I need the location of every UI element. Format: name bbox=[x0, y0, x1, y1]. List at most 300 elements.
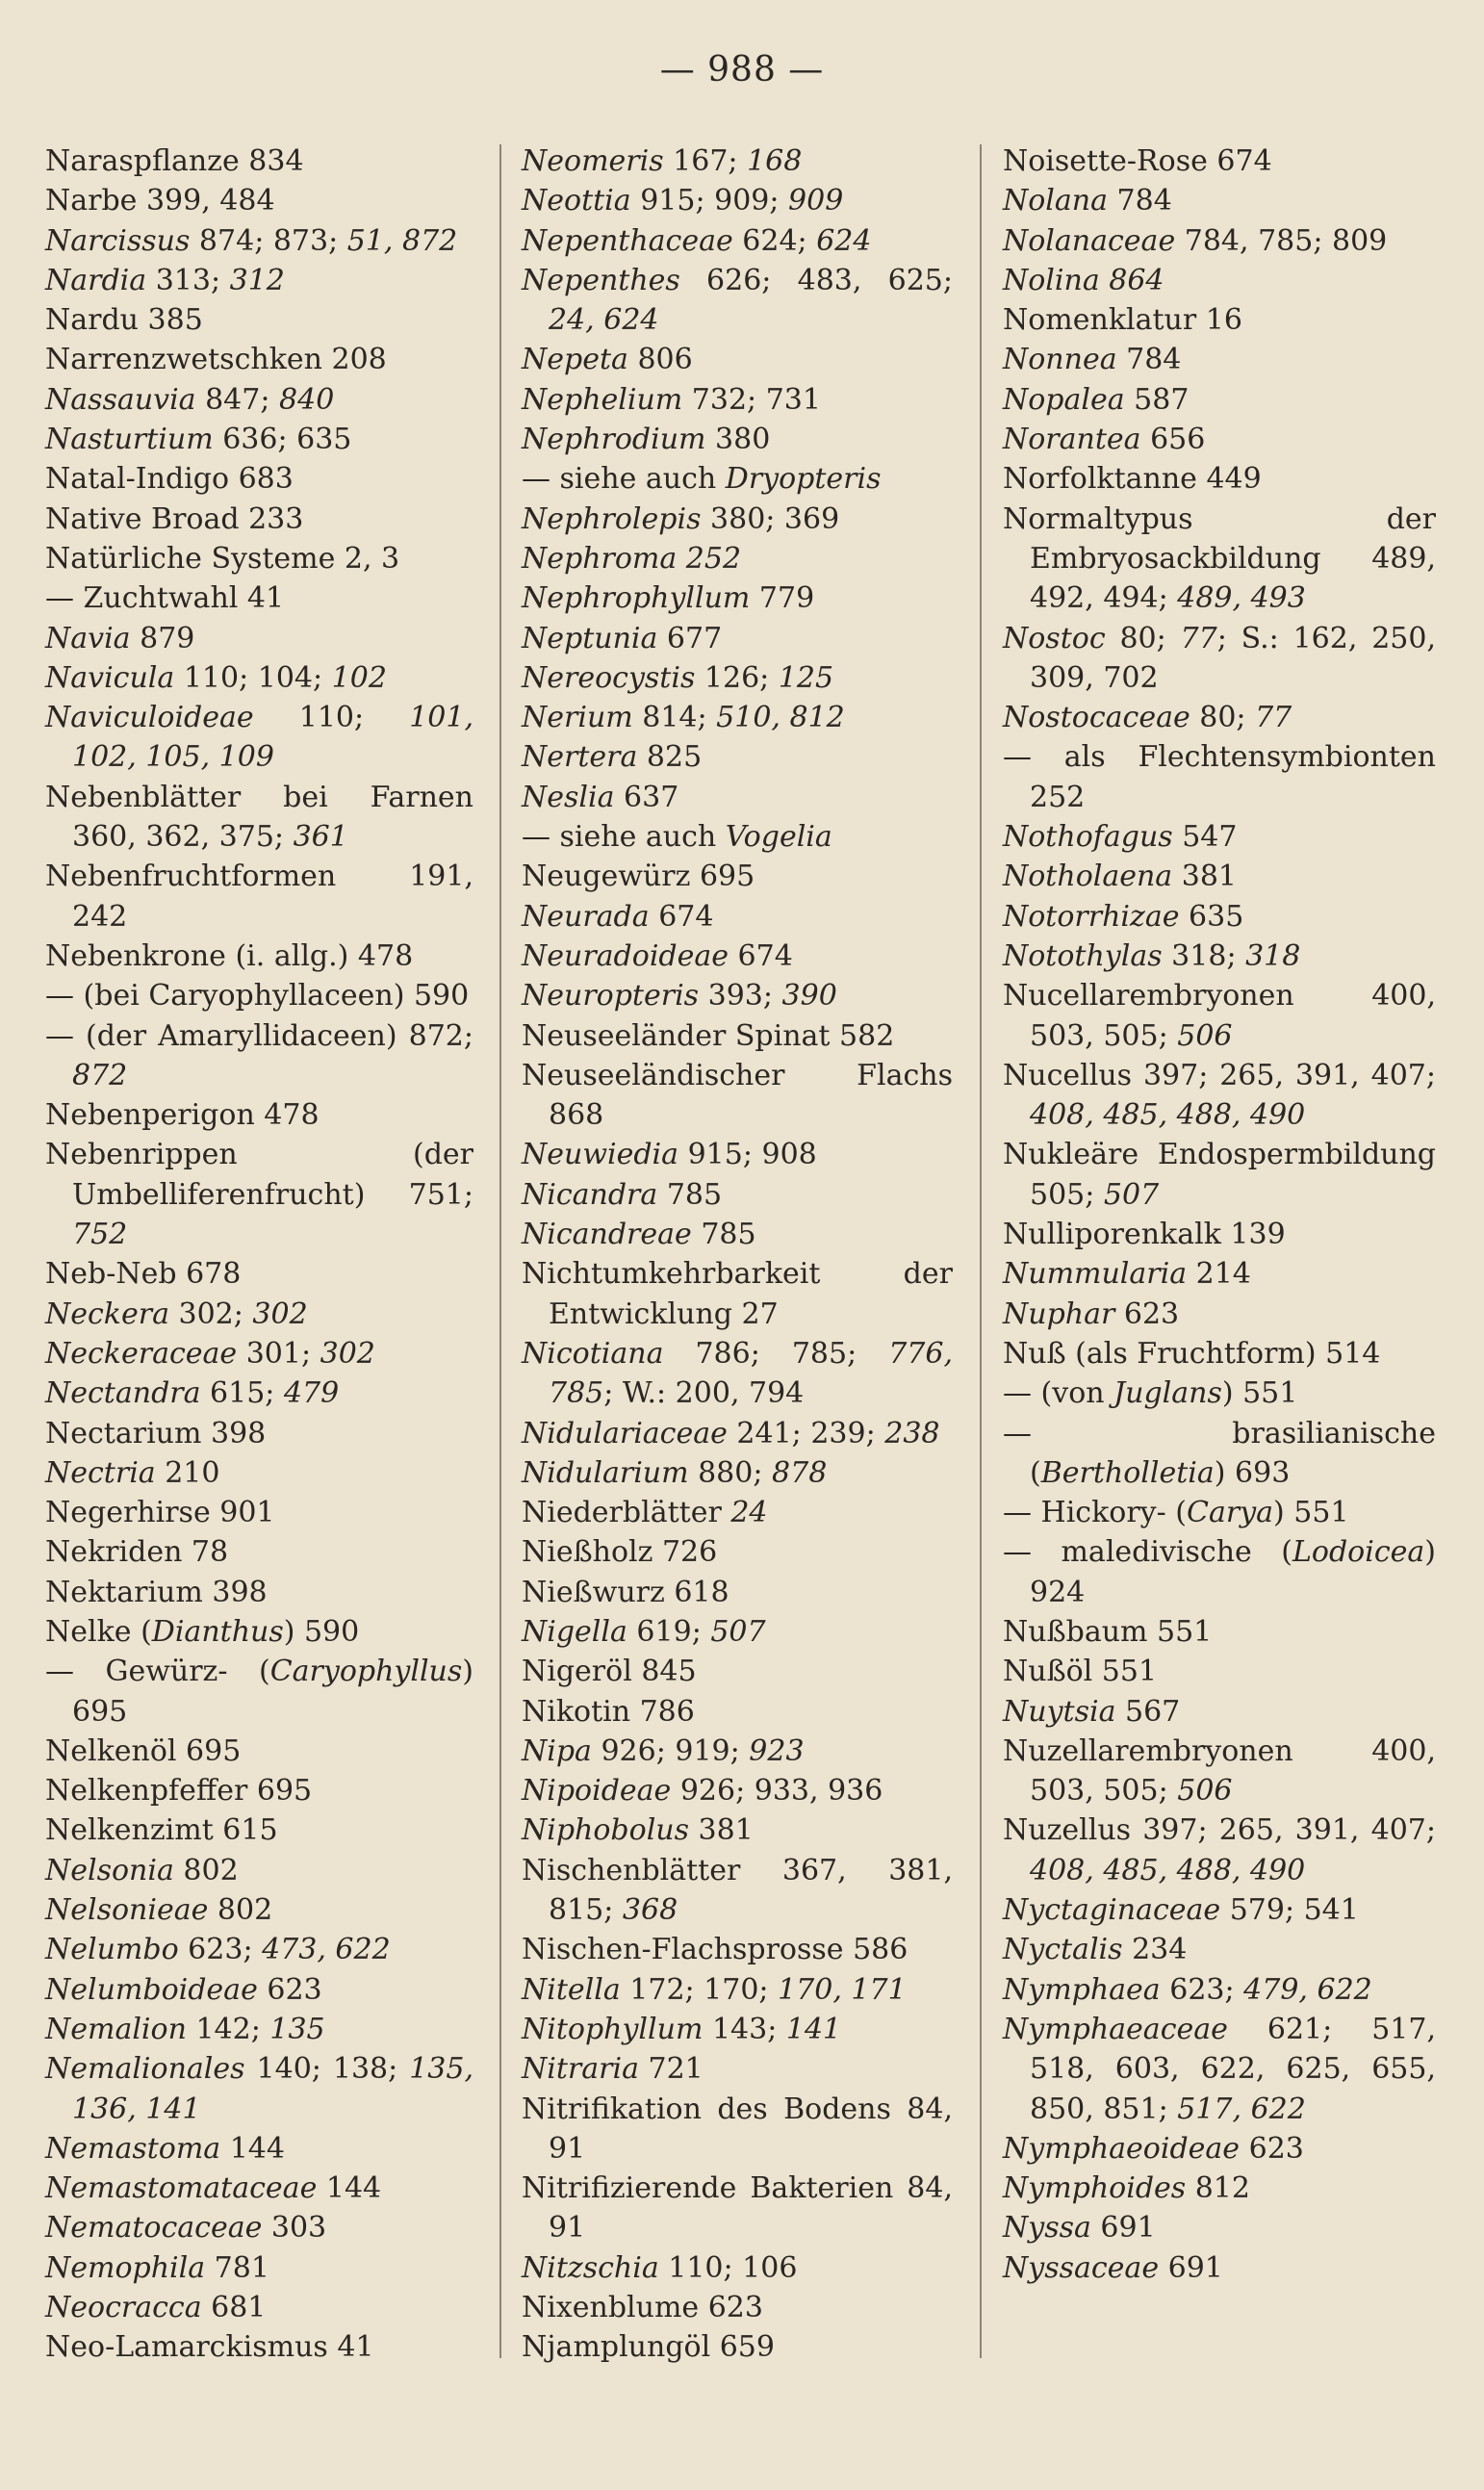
index-entry bbox=[45, 380, 473, 420]
index-entry bbox=[522, 1175, 953, 1215]
index-entry bbox=[522, 1414, 953, 1453]
entry-text: Nichtumkehrbarkeit der Entwicklung 27 bbox=[522, 1257, 953, 1331]
index-entry bbox=[45, 181, 473, 220]
index-entry bbox=[522, 2327, 953, 2367]
entry-italic-text: Nephrodium bbox=[522, 423, 706, 457]
entry-text: 691 bbox=[1090, 2211, 1156, 2246]
entry-italic-text: Nemastoma bbox=[45, 2131, 221, 2166]
entry-italic-text: Nymphoides bbox=[1003, 2171, 1187, 2206]
entry-italic-text: Nardia bbox=[45, 263, 147, 297]
index-entry bbox=[1003, 181, 1436, 220]
index-entry bbox=[1003, 1732, 1436, 1811]
index-entry bbox=[522, 1970, 953, 2010]
entry-text: 623 bbox=[1114, 1296, 1180, 1331]
entry-text: 784 bbox=[1116, 343, 1182, 377]
entry-text: — Hickory- ( bbox=[1003, 1496, 1188, 1530]
index-entry bbox=[45, 578, 473, 618]
entry-italic-text: Nematocaceae bbox=[45, 2211, 263, 2246]
index-entry bbox=[45, 2288, 473, 2327]
entry-italic-text: Nymphaeaceae bbox=[1003, 2012, 1228, 2046]
entry-text: 381 bbox=[689, 1813, 754, 1848]
index-entry bbox=[45, 1930, 473, 1969]
index-entry bbox=[45, 1732, 473, 1771]
index-entry bbox=[1003, 141, 1436, 181]
index-entry bbox=[45, 658, 473, 698]
entry-text: — maledivische ( bbox=[1003, 1535, 1292, 1570]
entry-italic-text: Nolina 864 bbox=[1003, 263, 1164, 297]
entry-text: 302; bbox=[168, 1296, 253, 1331]
entry-italic-text: Nothofagus bbox=[1003, 820, 1173, 855]
entry-italic-text: 752 bbox=[72, 1218, 128, 1252]
index-entry bbox=[45, 1095, 473, 1135]
entry-text: 814; bbox=[632, 701, 717, 735]
entry-text: 806 bbox=[627, 343, 693, 377]
entry-italic-text: 170, 171 bbox=[778, 1972, 907, 2007]
entry-text: 626; 483, 625; bbox=[679, 263, 953, 297]
entry-italic-text: 776, 785 bbox=[549, 1336, 953, 1411]
index-entry bbox=[522, 1692, 953, 1732]
entry-text: 172; 170; bbox=[620, 1972, 779, 2007]
index-entry bbox=[522, 1771, 953, 1810]
index-entry bbox=[522, 181, 953, 220]
entry-text: — (von bbox=[1003, 1376, 1114, 1411]
entry-italic-text: Navia bbox=[45, 621, 131, 655]
index-entry bbox=[522, 2010, 953, 2049]
entry-text: Noisette-Rose 674 bbox=[1003, 144, 1272, 178]
entry-italic-text: Nelsonieae bbox=[45, 1893, 209, 1928]
entry-text: — Zuchtwahl 41 bbox=[45, 581, 285, 616]
entry-text: ) 590 bbox=[283, 1614, 360, 1649]
entry-italic-text: 507 bbox=[710, 1614, 766, 1649]
entry-italic-text: Nepeta bbox=[522, 343, 628, 377]
entry-italic-text: Neckera bbox=[45, 1296, 169, 1331]
entry-text: ) 924 bbox=[1030, 1535, 1436, 1609]
entry-italic-text: 24, 624 bbox=[549, 303, 659, 338]
entry-italic-text: 238 bbox=[884, 1416, 940, 1450]
entry-text: ) 551 bbox=[1273, 1496, 1349, 1530]
entry-italic-text: Nipoideae bbox=[522, 1774, 672, 1809]
entry-text: 802 bbox=[208, 1893, 273, 1928]
entry-italic-text: 101, 102, 105, 109 bbox=[72, 701, 473, 775]
entry-text: 110; bbox=[253, 701, 410, 735]
index-entry bbox=[522, 698, 953, 737]
entry-italic-text: Nereocystis bbox=[522, 660, 696, 695]
index-entry bbox=[1003, 1414, 1436, 1494]
entry-text: 624; bbox=[732, 223, 817, 258]
index-entry bbox=[1003, 2248, 1436, 2288]
index-entry bbox=[1003, 1970, 1436, 2010]
entry-text: 691 bbox=[1159, 2250, 1223, 2285]
index-entry bbox=[522, 2049, 953, 2089]
entry-italic-text: Nostoc bbox=[1003, 621, 1106, 655]
index-entry bbox=[45, 2049, 473, 2129]
entry-text: 825 bbox=[637, 740, 703, 775]
index-entry bbox=[45, 2169, 473, 2208]
entry-text: ) 693 bbox=[1214, 1455, 1291, 1490]
index-entry bbox=[1003, 897, 1436, 937]
entry-text: 926; 933, 936 bbox=[671, 1774, 883, 1809]
entry-italic-text: Neslia bbox=[522, 780, 615, 814]
entry-text: 785 bbox=[657, 1177, 723, 1212]
entry-text: Negerhirse 901 bbox=[45, 1496, 275, 1530]
entry-text: Nuß (als Fruchtform) 514 bbox=[1003, 1336, 1381, 1371]
entry-text: 80; bbox=[1190, 701, 1256, 735]
index-entry bbox=[45, 937, 473, 976]
entry-text: Natal-Indigo 683 bbox=[45, 462, 294, 497]
entry-text: 144 bbox=[317, 2171, 382, 2206]
entry-text: 144 bbox=[220, 2131, 285, 2166]
entry-italic-text: 507 bbox=[1103, 1177, 1160, 1212]
index-entry bbox=[522, 1016, 953, 1056]
index-entry bbox=[522, 857, 953, 896]
index-entry bbox=[1003, 340, 1436, 379]
entry-text: Neuseeländischer Flachs 868 bbox=[522, 1058, 953, 1133]
entry-italic-text: Dianthus bbox=[151, 1614, 284, 1649]
entry-italic-text: Nemalion bbox=[45, 2012, 187, 2046]
index-entry bbox=[522, 778, 953, 817]
entry-italic-text: 368 bbox=[622, 1893, 678, 1928]
index-entry bbox=[522, 1254, 953, 1334]
index-entry bbox=[45, 1334, 473, 1373]
entry-text: 874; 873; bbox=[190, 223, 347, 258]
index-entry bbox=[45, 141, 473, 181]
index-entry bbox=[1003, 937, 1436, 976]
entry-text: Naraspflanze 834 bbox=[45, 144, 304, 178]
entry-text: 214 bbox=[1187, 1257, 1251, 1292]
entry-text: Nektarium 398 bbox=[45, 1575, 268, 1609]
index-entry bbox=[45, 778, 473, 858]
entry-italic-text: Nolanaceae bbox=[1003, 223, 1176, 258]
entry-text: 615; bbox=[200, 1376, 284, 1411]
index-entry bbox=[45, 698, 473, 778]
index-entry bbox=[1003, 261, 1436, 300]
entry-text: Nelkenpfeffer 695 bbox=[45, 1774, 313, 1809]
index-entry bbox=[1003, 500, 1436, 619]
index-entry bbox=[522, 619, 953, 658]
entry-italic-text: Nephrolepis bbox=[522, 501, 702, 536]
entry-italic-text: Nummularia bbox=[1003, 1257, 1188, 1292]
index-entry bbox=[45, 1135, 473, 1254]
index-column-1 bbox=[45, 141, 473, 2368]
entry-text: 879 bbox=[130, 621, 195, 655]
index-entry bbox=[522, 221, 953, 261]
entry-italic-text: Nassauvia bbox=[45, 382, 196, 417]
entry-text: Nebenperigon 478 bbox=[45, 1098, 320, 1133]
entry-italic-text: Nyctalis bbox=[1003, 1933, 1123, 1967]
entry-text: Nigeröl 845 bbox=[522, 1655, 697, 1689]
index-entry bbox=[522, 937, 953, 976]
index-entry bbox=[45, 1771, 473, 1810]
entry-italic-text: Nicandra bbox=[522, 1177, 658, 1212]
entry-italic-text: Nitophyllum bbox=[522, 2012, 704, 2046]
index-entry bbox=[522, 1056, 953, 1136]
entry-text: 779 bbox=[750, 581, 815, 616]
entry-italic-text: 489, 493 bbox=[1177, 581, 1306, 616]
entry-italic-text: 479, 622 bbox=[1243, 1972, 1372, 2007]
entry-italic-text: Nuytsia bbox=[1003, 1694, 1116, 1729]
index-entry bbox=[522, 420, 953, 459]
entry-italic-text: Neuradoideae bbox=[522, 938, 729, 973]
index-entry bbox=[1003, 1652, 1436, 1691]
index-entry bbox=[1003, 1493, 1436, 1532]
index-entry bbox=[1003, 817, 1436, 857]
entry-italic-text: 390 bbox=[781, 979, 837, 1014]
index-entry bbox=[522, 1493, 953, 1532]
index-entry bbox=[522, 261, 953, 341]
entry-text: 915; 909; bbox=[630, 184, 789, 218]
entry-italic-text: 840 bbox=[279, 382, 335, 417]
index-entry bbox=[45, 1493, 473, 1532]
index-entry bbox=[45, 261, 473, 300]
entry-text: ; S.: 162, 250, 309, 702 bbox=[1030, 621, 1436, 695]
entry-text: Nucellarembryonen 400, 503, 505; bbox=[1003, 979, 1436, 1053]
entry-text: Norfolktanne 449 bbox=[1003, 462, 1262, 497]
entry-text: 167; bbox=[663, 144, 748, 178]
entry-italic-text: Nyssaceae bbox=[1003, 2250, 1160, 2285]
index-entry bbox=[522, 1930, 953, 1969]
entry-italic-text: Nertera bbox=[522, 740, 638, 775]
entry-text: Nucellus 397; 265, 391, 407; bbox=[1003, 1058, 1436, 1092]
entry-italic-text: Nerium bbox=[522, 701, 633, 735]
entry-text: Njamplungöl 659 bbox=[522, 2330, 775, 2365]
index-entry bbox=[1003, 420, 1436, 459]
column-divider bbox=[980, 144, 982, 2358]
entry-text: 681 bbox=[201, 2291, 267, 2325]
entry-text: 547 bbox=[1172, 820, 1238, 855]
index-entry bbox=[45, 221, 473, 261]
index-entry bbox=[45, 1453, 473, 1493]
entry-text: Neb-Neb 678 bbox=[45, 1257, 242, 1292]
entry-text: 623 bbox=[1240, 2131, 1304, 2166]
index-entry bbox=[1003, 619, 1436, 699]
index-entry bbox=[522, 1573, 953, 1612]
index-entry bbox=[45, 1851, 473, 1890]
page-number: 988 bbox=[707, 50, 777, 90]
entry-italic-text: 125 bbox=[778, 660, 834, 695]
index-entry bbox=[522, 1810, 953, 1850]
entry-italic-text: 302 bbox=[320, 1336, 375, 1371]
entry-text: 301; bbox=[237, 1336, 320, 1371]
index-entry bbox=[1003, 737, 1436, 817]
index-entry bbox=[1003, 221, 1436, 261]
index-entry bbox=[45, 539, 473, 578]
entry-text: Nikotin 786 bbox=[522, 1694, 695, 1729]
index-entry bbox=[1003, 1373, 1436, 1413]
entry-text: 674 bbox=[649, 899, 714, 934]
entry-text: Nekriden 78 bbox=[45, 1535, 229, 1570]
index-entry bbox=[45, 1016, 473, 1096]
entry-italic-text: Neckeraceae bbox=[45, 1336, 238, 1371]
index-entry bbox=[45, 1652, 473, 1732]
entry-text: 926; 919; bbox=[591, 1733, 750, 1768]
entry-text: — (bei Caryophyllaceen) 590 bbox=[45, 979, 470, 1014]
entry-italic-text: Neuwiedia bbox=[522, 1138, 679, 1172]
entry-italic-text: 872 bbox=[72, 1058, 128, 1092]
entry-italic-text: Nemalionales bbox=[45, 2052, 245, 2087]
index-entry bbox=[45, 300, 473, 340]
entry-text: Nischenblätter 367, 381, 815; bbox=[522, 1853, 953, 1928]
entry-italic-text: 878 bbox=[772, 1455, 828, 1490]
column-divider bbox=[499, 144, 501, 2358]
entry-italic-text: Nonnea bbox=[1003, 343, 1117, 377]
entry-text: 142; bbox=[186, 2012, 270, 2046]
entry-italic-text: Nelumbo bbox=[45, 1933, 179, 1967]
entry-text: Nußöl 551 bbox=[1003, 1655, 1158, 1689]
entry-italic-text: 135, 136, 141 bbox=[72, 2052, 473, 2126]
index-entry bbox=[1003, 857, 1436, 896]
entry-text: 677 bbox=[657, 621, 723, 655]
entry-text: 579; 541 bbox=[1220, 1893, 1359, 1928]
entry-italic-text: 517, 622 bbox=[1177, 2092, 1306, 2126]
entry-text: 110; 104; bbox=[174, 660, 332, 695]
entry-italic-text: Nepenthaceae bbox=[522, 223, 733, 258]
entry-italic-text: Nostocaceae bbox=[1003, 701, 1190, 735]
entry-text: — brasilianische ( bbox=[1003, 1416, 1436, 1490]
entry-text: 784, 785; 809 bbox=[1175, 223, 1388, 258]
entry-text: 380 bbox=[705, 423, 771, 457]
index-entry bbox=[45, 2010, 473, 2049]
entry-text: — (der Amaryllidaceen) 872; bbox=[45, 1018, 473, 1053]
entry-italic-text: Nymphaea bbox=[1003, 1972, 1161, 2007]
entry-text: ) 695 bbox=[72, 1655, 473, 1729]
index-entry bbox=[45, 1414, 473, 1453]
entry-text: 143; bbox=[703, 2012, 786, 2046]
index-entry bbox=[522, 1453, 953, 1493]
index-entry bbox=[45, 2327, 473, 2367]
entry-italic-text: Nephelium bbox=[522, 382, 683, 417]
entry-text: Natürliche Systeme 2, 3 bbox=[45, 541, 400, 576]
entry-italic-text: Nopalea bbox=[1003, 382, 1125, 417]
index-entry bbox=[1003, 2010, 1436, 2129]
entry-italic-text: Nitraria bbox=[522, 2052, 639, 2087]
entry-text: 623 bbox=[257, 1972, 322, 2007]
index-entry bbox=[522, 340, 953, 379]
index-entry bbox=[522, 500, 953, 539]
entry-text: Nelke ( bbox=[45, 1614, 152, 1649]
index-entry bbox=[1003, 1532, 1436, 1612]
index-entry bbox=[522, 539, 953, 578]
index-column-2 bbox=[522, 141, 953, 2368]
entry-text: — siehe auch bbox=[522, 462, 726, 497]
entry-italic-text: 473, 622 bbox=[262, 1933, 391, 1967]
index-entry bbox=[522, 1652, 953, 1691]
entry-text: — als Flechtensymbionten 252 bbox=[1003, 740, 1436, 814]
entry-text: Niederblätter bbox=[522, 1496, 731, 1530]
entry-italic-text: 506 bbox=[1177, 1774, 1233, 1809]
entry-italic-text: 318 bbox=[1245, 938, 1301, 973]
entry-text: 393; bbox=[699, 979, 782, 1014]
entry-italic-text: 302 bbox=[252, 1296, 308, 1331]
entry-text: 234 bbox=[1122, 1933, 1188, 1967]
entry-text: Nuzellus 397; 265, 391, 407; bbox=[1003, 1813, 1436, 1848]
entry-text: Normaltypus der Embryosackbildung 489, 492, 494; bbox=[1003, 501, 1436, 616]
index-entry bbox=[45, 1970, 473, 2010]
index-entry bbox=[1003, 1334, 1436, 1373]
entry-italic-text: 24 bbox=[730, 1496, 768, 1530]
entry-italic-text: Lodoicea bbox=[1292, 1535, 1425, 1570]
entry-text: Nulliporenkalk 139 bbox=[1003, 1218, 1286, 1252]
index-entry bbox=[45, 420, 473, 459]
index-entry bbox=[1003, 1295, 1436, 1334]
entry-italic-text: Nicotiana bbox=[522, 1336, 664, 1371]
entry-italic-text: 77 bbox=[1180, 621, 1217, 655]
index-entry bbox=[522, 578, 953, 618]
index-entry bbox=[1003, 1810, 1436, 1890]
index-entry bbox=[1003, 459, 1436, 499]
entry-text: Nixenblume 623 bbox=[522, 2291, 763, 2325]
index-entry bbox=[1003, 1135, 1436, 1215]
entry-text: Nischen-Flachsprosse 586 bbox=[522, 1933, 908, 1967]
entry-text: 781 bbox=[205, 2250, 269, 2285]
entry-italic-text: Dryopteris bbox=[725, 462, 882, 497]
entry-italic-text: Nyssa bbox=[1003, 2211, 1091, 2246]
index-entry bbox=[45, 857, 473, 937]
entry-text: 126; bbox=[695, 660, 779, 695]
entry-italic-text: 408, 485, 488, 490 bbox=[1030, 1098, 1306, 1133]
entry-italic-text: Nepenthes bbox=[522, 263, 680, 297]
entry-italic-text: Neurada bbox=[522, 899, 650, 934]
index-entry bbox=[1003, 698, 1436, 737]
entry-text: Nebenfruchtformen 191, 242 bbox=[45, 860, 473, 934]
entry-italic-text: Norantea bbox=[1003, 423, 1141, 457]
index-entry bbox=[45, 1295, 473, 1334]
entry-italic-text: Nuphar bbox=[1003, 1296, 1115, 1331]
entry-italic-text: 168 bbox=[747, 144, 803, 178]
entry-italic-text: Bertholletia bbox=[1040, 1455, 1215, 1490]
index-entry bbox=[1003, 1056, 1436, 1136]
entry-italic-text: Nelsonia bbox=[45, 1853, 174, 1887]
entry-text: Nitrifikation des Bodens 84, 91 bbox=[522, 2092, 953, 2166]
index-entry bbox=[45, 1890, 473, 1930]
entry-text: 880; bbox=[688, 1455, 773, 1490]
entry-text: 732; 731 bbox=[682, 382, 821, 417]
entry-text: Nitrifizierende Bakterien 84, 91 bbox=[522, 2171, 953, 2246]
index-entry bbox=[522, 1135, 953, 1174]
index-entry bbox=[1003, 380, 1436, 420]
index-entry bbox=[522, 1612, 953, 1652]
entry-text: 623; bbox=[178, 1933, 263, 1967]
entry-text: 381 bbox=[1172, 860, 1237, 894]
entry-italic-text: Nephroma 252 bbox=[522, 541, 742, 576]
entry-text: Neuseeländer Spinat 582 bbox=[522, 1018, 895, 1053]
entry-text: Nebenblätter bei Farnen 360, 362, 375; bbox=[45, 780, 473, 855]
index-entry bbox=[522, 2288, 953, 2327]
entry-text: Nußbaum 551 bbox=[1003, 1614, 1213, 1649]
entry-italic-text: 141 bbox=[785, 2012, 842, 2046]
entry-italic-text: Caryophyllus bbox=[269, 1655, 463, 1689]
index-entry bbox=[1003, 1930, 1436, 1969]
entry-text: Nebenkrone (i. allg.) 478 bbox=[45, 938, 414, 973]
entry-text: 241; 239; bbox=[727, 1416, 885, 1450]
entry-text: Nardu 385 bbox=[45, 303, 203, 338]
index-entry bbox=[522, 1215, 953, 1254]
index-entry bbox=[522, 897, 953, 937]
index-entry bbox=[1003, 2208, 1436, 2247]
entry-text: Nomenklatur 16 bbox=[1003, 303, 1242, 338]
page-header: — 988 — bbox=[659, 50, 825, 90]
index-entry bbox=[45, 1254, 473, 1294]
entry-italic-text: Neottia bbox=[522, 184, 631, 218]
entry-italic-text: Neocracca bbox=[45, 2291, 202, 2325]
entry-text: 621; 517, 518, 603, 622, 625, 655, 850, 851; bbox=[1030, 2012, 1436, 2126]
entry-text: Neo-Lamarckismus 41 bbox=[45, 2330, 374, 2365]
entry-italic-text: 312 bbox=[229, 263, 285, 297]
entry-text: 110; 106 bbox=[658, 2250, 798, 2285]
index-entry bbox=[522, 459, 953, 499]
entry-italic-text: Nymphaeoideae bbox=[1003, 2131, 1241, 2166]
entry-italic-text: Nipa bbox=[522, 1733, 592, 1768]
index-entry bbox=[522, 1732, 953, 1771]
